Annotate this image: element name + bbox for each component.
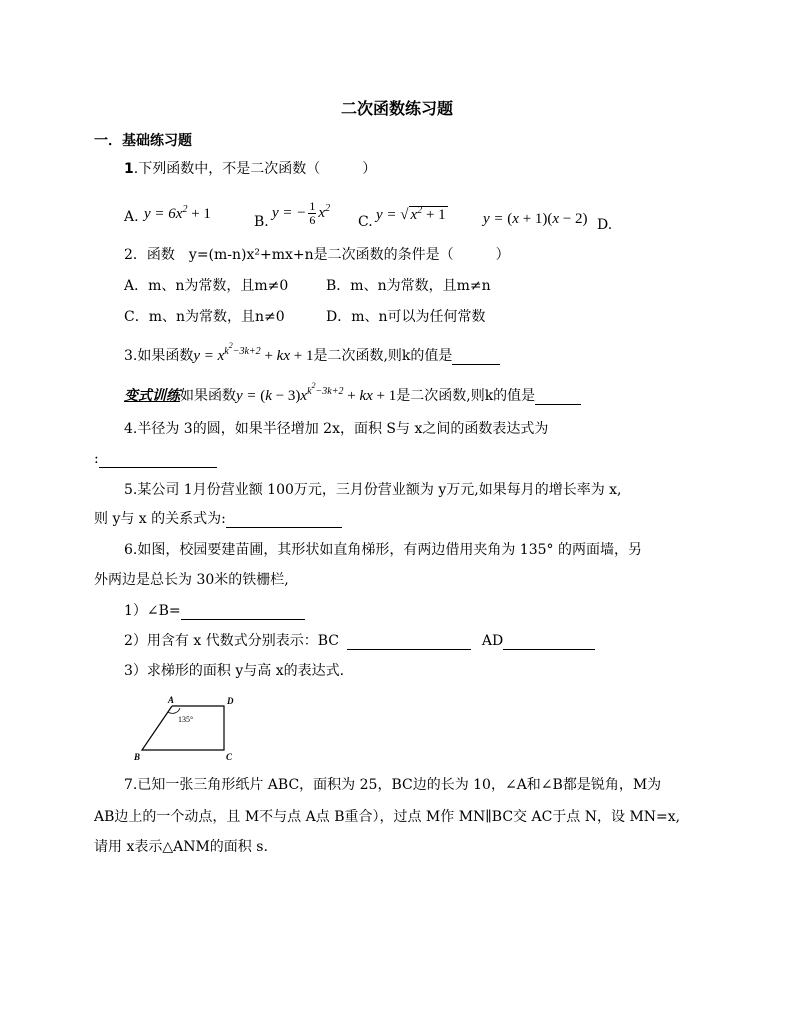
- question-7-line-3: 请用 x表示△ANM的面积 s.: [94, 839, 268, 855]
- option-b-formula: y = − $\frac{1}{6}$ $x^2$: [272, 199, 331, 228]
- question-4-line-2: [94, 450, 217, 468]
- question-1-stem: [124, 160, 376, 178]
- question-2-stem: 2．函数 y=(m-n)x²+mx+n是二次函数的条件是（ ）: [124, 247, 510, 263]
- question-7-line-2: AB边上的一个动点，且 M不与点 A点 B重合），过点 M作 MN∥BC交 AC于点 N，设 MN=x,: [94, 809, 681, 825]
- trapezoid-figure: [128, 694, 238, 764]
- question-1-option-d: [597, 216, 612, 234]
- vertex-c-label: C: [226, 752, 233, 762]
- question-3-answer-blank[interactable]: [452, 350, 500, 365]
- question-2-option-d: D．m、n可以为任何常数: [326, 309, 486, 325]
- question-6-sub-1: [124, 602, 305, 620]
- variant-formula: $y = (k - 3)x^{k^2-3k+2}$ + kx + 1: [236, 381, 397, 404]
- question-6-sub-2-bc: 2）用含有 x 代数式分别表示：BC: [124, 633, 339, 649]
- option-b-label: B.: [254, 214, 269, 230]
- question-5-prompt: 则 y与 x 的关系式为:: [94, 511, 226, 527]
- question-3: [124, 341, 500, 365]
- question-5-line-2: [94, 510, 342, 528]
- question-4-line-1: 4.半径为 3的圆，如果半径增加 2x，面积 S与 x之间的函数表达式为: [124, 421, 549, 437]
- trapezoid-outline: [142, 706, 224, 750]
- vertex-d-label: D: [227, 696, 234, 706]
- option-d-label: D.: [597, 217, 613, 233]
- question-4-colon: :: [94, 451, 99, 467]
- angle-b-answer-blank[interactable]: [181, 605, 305, 620]
- option-c-label: C.: [358, 214, 373, 230]
- variant-answer-blank[interactable]: [535, 390, 581, 405]
- question-4-answer-blank[interactable]: [99, 453, 217, 468]
- ad-answer-blank[interactable]: [503, 635, 595, 650]
- question-6-sub-2-ad: AD: [481, 633, 504, 649]
- question-6-sub-2: [124, 632, 595, 650]
- page-title: 二次函数练习题: [340, 99, 453, 118]
- option-d-formula: y = (x + 1)(x − 2): [483, 211, 588, 227]
- question-6-line-2: 外两边是总长为 30米的铁栅栏,: [94, 572, 289, 588]
- question-1-option-b: [254, 213, 269, 231]
- question-5-line-1: 5.某公司 1月份营业额 100万元，三月份营业额为 y万元,如果每月的增长率为 x,: [124, 482, 622, 498]
- variant-exercise: [124, 381, 581, 405]
- question-2-option-a: A．m、n为常数，且m≠0: [124, 278, 289, 294]
- question-5-answer-blank[interactable]: [226, 513, 342, 528]
- variant-label: 变式训练: [124, 388, 180, 404]
- question-1-text: .下列函数中，不是二次函数（ ）: [133, 161, 377, 177]
- question-3-suffix: 是二次函数,则k的值是: [313, 348, 453, 364]
- question-2-option-b: B．m、n为常数，且m≠n: [326, 278, 491, 294]
- question-1-option-a: [124, 208, 139, 226]
- option-c-formula: y = √ $x^2 + 1$: [376, 205, 446, 223]
- vertex-a-label: A: [168, 695, 175, 705]
- variant-suffix: 是二次函数,则k的值是: [396, 388, 536, 404]
- question-3-prefix: 3.如果函数: [124, 348, 194, 364]
- angle-135-label: 135°: [178, 715, 194, 724]
- question-3-formula: $y = x^{k^2-3k+2}$ + kx + 1: [193, 341, 314, 364]
- section-heading: 一．基础练习题: [94, 133, 192, 149]
- question-6-sub-1-text: 1）∠B=: [124, 603, 181, 619]
- vertex-b-label: B: [134, 752, 141, 762]
- option-a-formula: $y = 6x^2 + 1$: [144, 204, 211, 222]
- question-1-number: 1: [124, 161, 134, 177]
- question-7-line-1: 7.已知一张三角形纸片 ABC，面积为 25，BC边的长为 10，∠A和∠B都是锐角，M为: [124, 777, 662, 793]
- question-1-option-c: [358, 213, 373, 231]
- question-6-line-1: 6.如图，校园要建苗圃，其形状如直角梯形，有两边借用夹角为 135° 的两面墙，另: [124, 542, 642, 558]
- option-a-label: A.: [124, 209, 139, 225]
- bc-answer-blank[interactable]: [347, 635, 471, 650]
- variant-prefix: 如果函数: [180, 388, 236, 404]
- question-6-sub-3: 3）求梯形的面积 y与高 x的表达式.: [124, 663, 345, 679]
- question-2-option-c: C．m、n为常数，且n≠0: [124, 309, 285, 325]
